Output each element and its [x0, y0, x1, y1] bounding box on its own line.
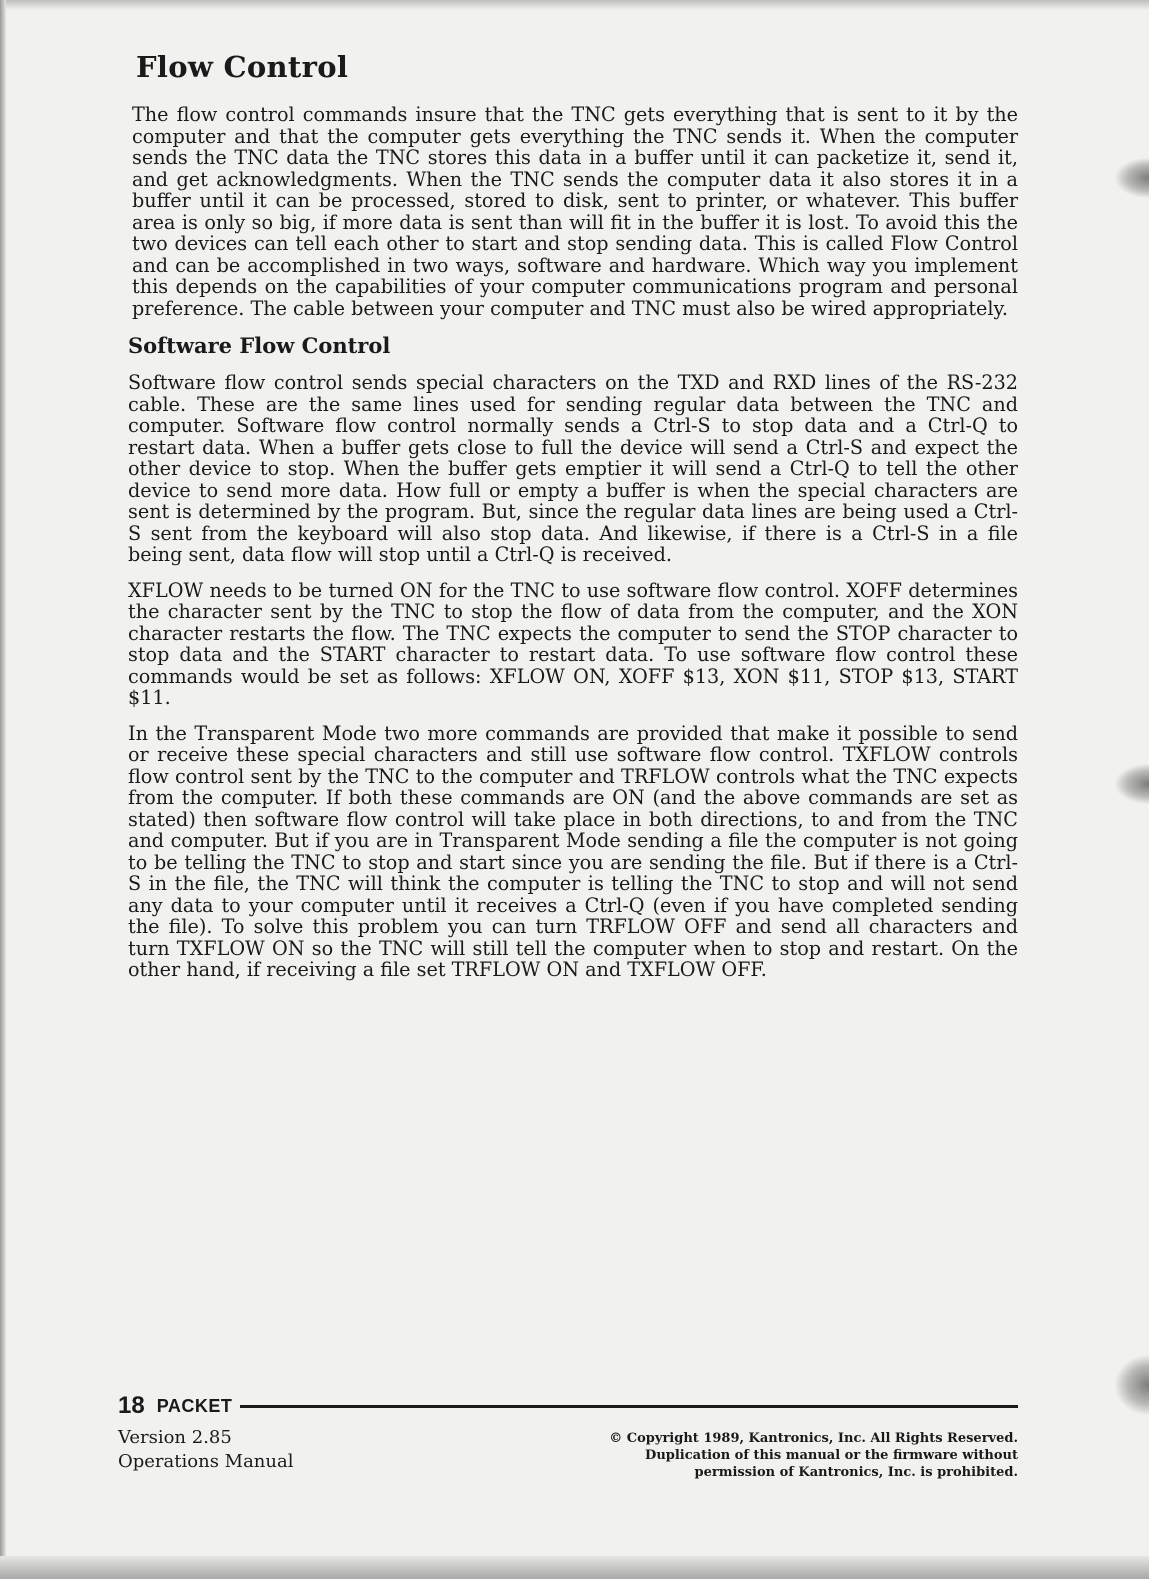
binder-ring-mark [1115, 764, 1149, 804]
copyright-block [609, 1430, 1018, 1481]
scan-edge-bottom [0, 1556, 1149, 1579]
footer-details [118, 1426, 1018, 1481]
scan-edge-top [0, 0, 1149, 10]
body-paragraph: In the Transparent Mode two more commands are provided that make it possible to send or receive these special characters and still use software flow control. TXFLOW controls flow control sent by the TNC to the computer and TRFLOW controls what the TNC expects from the computer. If both these commands are ON (and the above commands are set as stated) then software flow control will take place in both directions, to and from the TNC and computer. But if you are in Transparent Mode sending a file the computer is not going to be telling the TNC to stop and start since you are sending the file. But if there is a Ctrl-S in the file, the TNC will think the computer is telling the TNC to stop and will not send any data to your computer until it receives a Ctrl-Q (even if you have completed sending the file). To solve this problem you can turn TRFLOW OFF and send all characters and turn TXFLOW ON so the TNC will still tell the computer when to stop and restart. On the other hand, if receiving a file set TRFLOW ON and TXFLOW OFF. [128, 721, 1018, 981]
footer-header [118, 1392, 1018, 1420]
body-paragraph: XFLOW needs to be turned ON for the TNC to use software flow control. XOFF determines the character sent by the TNC to stop the flow of data from the computer, and the XON character restarts the flow. The TNC expects the computer to send the STOP character to stop data and the START character to restart data. To use software flow control these commands would be set as follows: XFLOW ON, XOFF $13, XON $11, STOP $13, START $11. [128, 578, 1018, 709]
copyright-line: permission of Kantronics, Inc. is prohibited. [694, 1465, 1018, 1480]
intro-paragraph: The flow control commands insure that the TNC gets everything that is sent to it by the computer and that the computer gets everything the TNC sends it. When the computer sends the TNC data the TNC stores this data in a buffer until it can packetize it, send it, and get acknowledgments. When the TNC sends the computer data it also stores it in a buffer until it can be processed, stored to disk, sent to printer, or whatever. This buffer area is only so big, if more data is sent than will fit in the buffer it is lost. To avoid this the two devices can tell each other to start and stop sending data. This is called Flow Control and can be accomplished in two ways, software and hardware. Which way you implement this depends on the capabilities of your computer communications program and personal preference. The cable between your computer and TNC must also be wired appropriately. [132, 103, 1018, 320]
copyright-line: Duplication of this manual or the firmware without [645, 1448, 1018, 1463]
section-heading: Software Flow Control [128, 333, 391, 358]
binder-ring-mark [1115, 158, 1149, 198]
version-label: Version 2.85 [118, 1427, 232, 1448]
scan-edge-left [0, 0, 6, 1579]
footer-rule [240, 1405, 1018, 1408]
binder-ring-mark [1115, 1355, 1149, 1415]
section-name: PACKET [156, 1395, 233, 1416]
footer-version-block [118, 1426, 293, 1481]
manual-label: Operations Manual [118, 1451, 294, 1472]
page-number: 18 [118, 1392, 145, 1419]
page-title: Flow Control [136, 50, 349, 84]
copyright-line: © Copyright 1989, Kantronics, Inc. All Rights Reserved. [609, 1431, 1018, 1446]
page-body [118, 50, 1018, 995]
page-footer [118, 1392, 1018, 1481]
body-paragraph: Software flow control sends special characters on the TXD and RXD lines of the RS-232 cable. These are the same lines used for sending regular data between the TNC and computer. Software flow control normally sends a Ctrl-S to stop data and a Ctrl-Q to restart data. When a buffer gets close to full the device will send a Ctrl-S and expect the other device to stop. When the buffer gets emptier it will send a Ctrl-Q to tell the other device to send more data. How full or empty a buffer is when the special characters are sent is determined by the program. But, since the regular data lines are being used a Ctrl-S sent from the keyboard will also stop data. And likewise, if there is a Ctrl-S in a file being sent, data flow will stop until a Ctrl-Q is received. [128, 371, 1018, 566]
